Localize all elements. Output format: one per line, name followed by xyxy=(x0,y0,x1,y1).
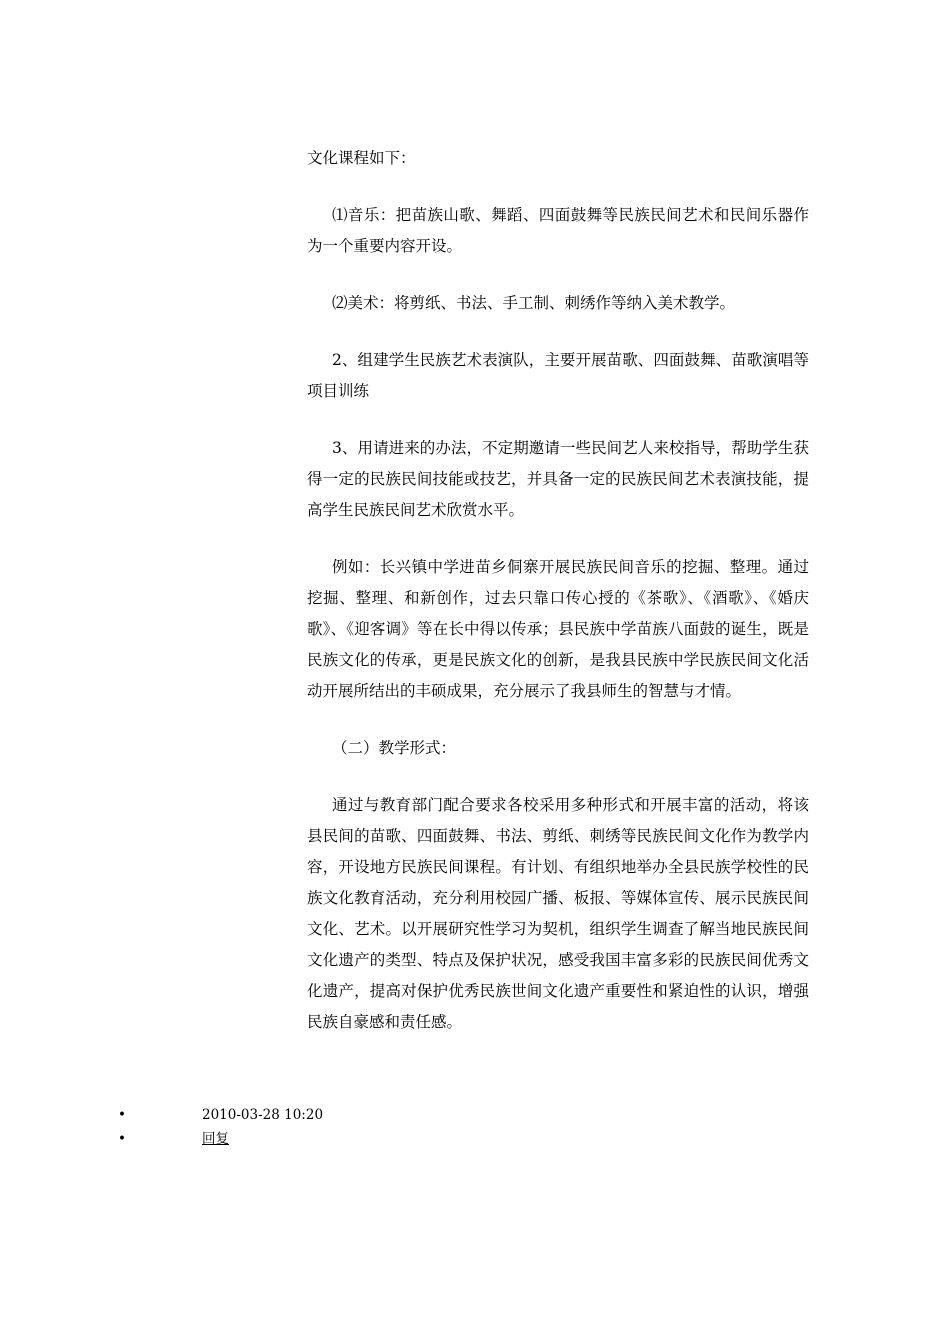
bullet-icon: • xyxy=(118,1107,126,1123)
paragraph-course-intro: 文化课程如下： xyxy=(307,149,416,167)
article-body xyxy=(307,143,809,1064)
list-item-reply xyxy=(118,1127,518,1151)
post-timestamp: 2010-03-28 10:20 xyxy=(202,1107,324,1123)
paragraph-art: ⑵美术：将剪纸、书法、手工制、刺绣作等纳入美术教学。 xyxy=(332,294,736,312)
list-item-timestamp xyxy=(118,1103,518,1127)
post-meta-list xyxy=(118,1103,518,1151)
bullet-icon: • xyxy=(118,1131,126,1147)
paragraph-teaching-form: 通过与教育部门配合要求各校采用多种形式和开展丰富的活动，将该县民间的苗歌、四面鼓舞、书法、剪纸、刺绣等民族民间文化作为教学内容，开设地方民族民间课程。有计划、有组织地举办全县民族学校性的民族文化教育活动，充分利用校园广播、板报、等媒体宣传、展示民族民间文化、艺术。以开展研究性学习为契机，组织学生调查了解当地民族民间文化遗产的类型、特点及保护状况，感受我国丰富多彩的民族民间优秀文化遗产，提高对保护优秀民族世间文化遗产重要性和紧迫性的认识，增强民族自豪感和责任感。 xyxy=(307,796,809,1031)
paragraph-invite-artists: 3、用请进来的办法，不定期邀请一些民间艺人来校指导，帮助学生获得一定的民族民间技能或技艺，并具备一定的民族民间艺术表演技能，提高学生民族民间艺术欣赏水平。 xyxy=(307,439,809,519)
paragraph-music: ⑴音乐：把苗族山歌、舞蹈、四面鼓舞等民族民间艺术和民间乐器作为一个重要内容开设。 xyxy=(307,206,809,255)
paragraph-performance-team: 2、组建学生民族艺术表演队，主要开展苗歌、四面鼓舞、苗歌演唱等项目训练 xyxy=(307,351,809,400)
paragraph-example: 例如：长兴镇中学进苗乡侗寨开展民族民间音乐的挖掘、整理。通过挖掘、整理、和新创作，过去只靠口传心授的《茶歌》、《酒歌》、《婚庆歌》、《迎客调》等在长中得以传承；县民族中学苗族八面鼓的诞生，既是民族文化的传承，更是民族文化的创新，是我县民族中学民族民间文化活动开展所结出的丰硕成果，充分展示了我县师生的智慧与才情。 xyxy=(307,558,809,700)
paragraph-teaching-form-heading: （二）教学形式： xyxy=(332,739,457,757)
reply-link[interactable]: 回复 xyxy=(202,1131,229,1147)
